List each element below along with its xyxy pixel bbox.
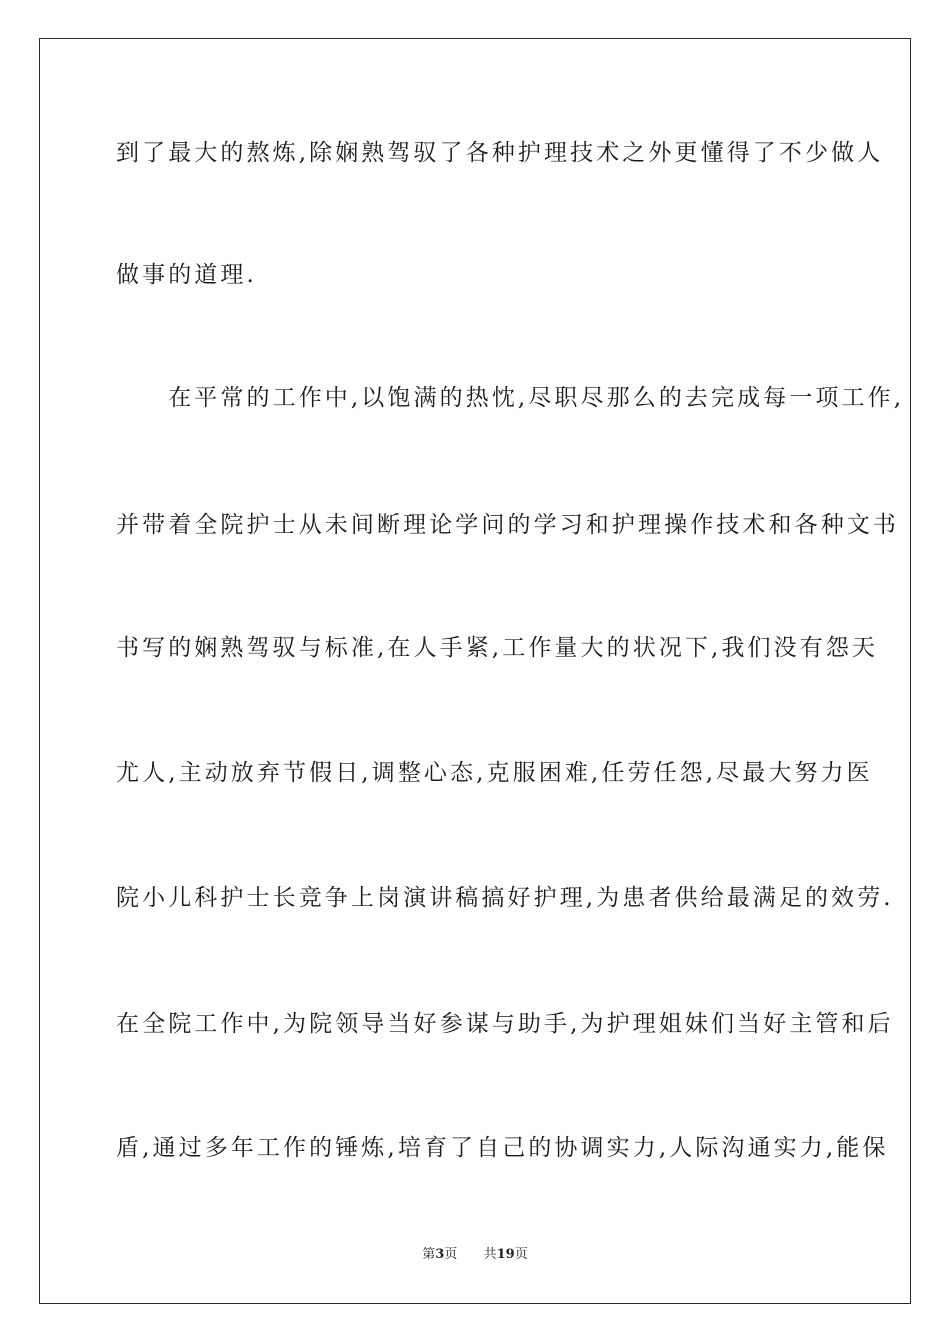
- total-pages: 19: [496, 1247, 515, 1262]
- total-suffix: 页: [514, 1247, 528, 1262]
- text-line-2: 做事的道理.: [116, 262, 257, 288]
- page-footer: [0, 1246, 950, 1264]
- page-number: 3: [435, 1247, 445, 1262]
- page-border: [39, 38, 911, 1304]
- page-suffix: 页: [444, 1247, 458, 1262]
- text-line-7: 院小儿科护士长竞争上岗演讲稿搞好护理,为患者供给最满足的效劳.: [116, 885, 894, 911]
- text-line-8: 在全院工作中,为院领导当好参谋与助手,为护理姐妹们当好主管和后: [116, 1011, 894, 1037]
- text-line-4: 并带着全院护士从未间断理论学问的学习和护理操作技术和各种文书: [116, 512, 899, 538]
- text-line-6: 尤人,主动放弃节假日,调整心态,克服困难,任劳任怨,尽最大努力医: [116, 760, 873, 786]
- text-line-9: 盾,通过多年工作的锤炼,培育了自己的协调实力,人际沟通实力,能保: [116, 1135, 889, 1161]
- text-line-5: 书写的娴熟驾驭与标准,在人手紧,工作量大的状况下,我们没有怨天: [116, 635, 879, 661]
- total-prefix: 共: [483, 1247, 497, 1262]
- text-line-1: 到了最大的熬炼,除娴熟驾驭了各种护理技术之外更懂得了不少做人: [116, 140, 884, 166]
- page-prefix: 第: [422, 1247, 436, 1262]
- text-line-3: 在平常的工作中,以饱满的热忱,尽职尽那么的去完成每一项工作,: [116, 385, 905, 411]
